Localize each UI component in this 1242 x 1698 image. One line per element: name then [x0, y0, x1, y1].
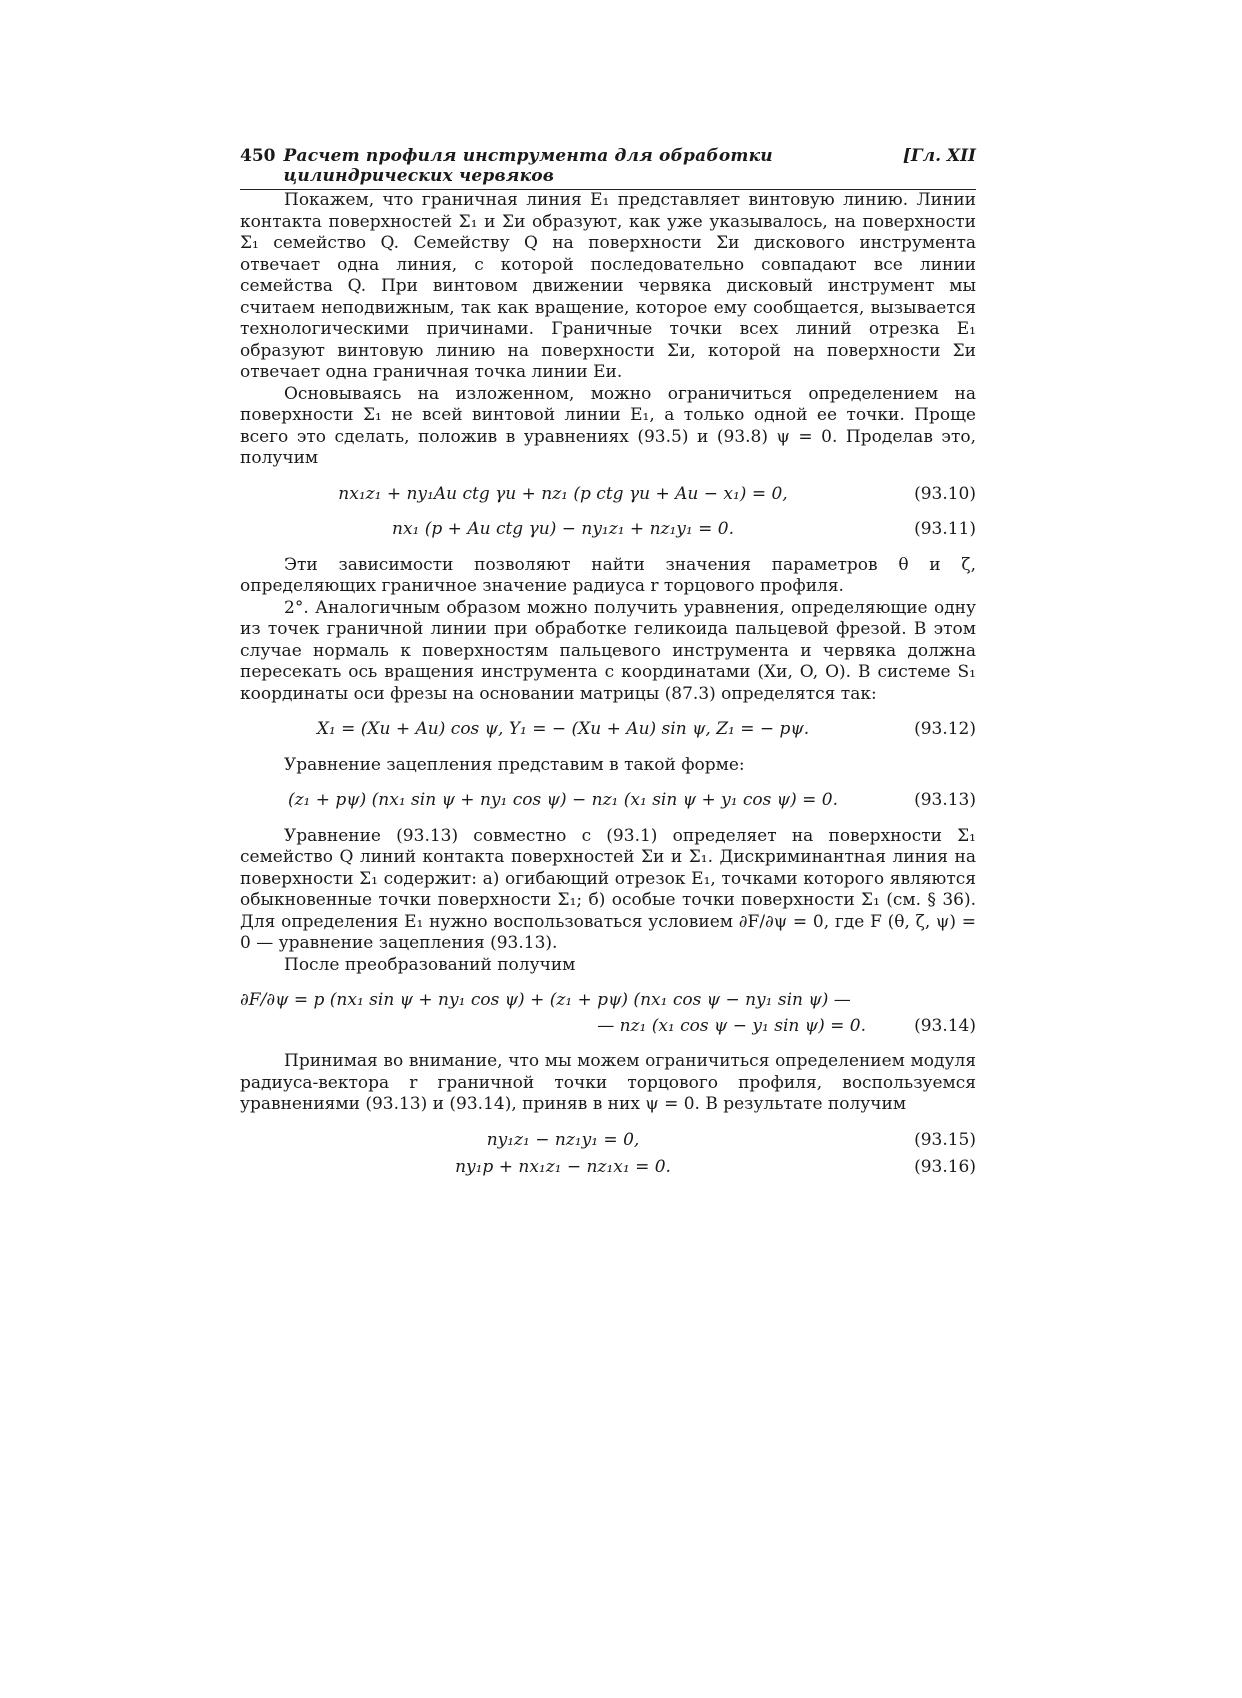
equation-93-14-line1: [240, 990, 976, 1012]
equation-93-14-line2: [240, 1016, 976, 1038]
paragraph: 2°. Аналогичным образом можно получить уравнения, определяющие одну из точек граничной линии при обработке геликоида пальцевой фрезой. В этом случае нормаль к поверхностям пальцевого инструмента и червяка должна пересекать ось вращения инструмента с координатами (Xи, O, O). В системе S₁ координаты оси фрезы на основании матрицы (87.3) определятся так:: [240, 597, 976, 704]
equation-number: (93.16): [914, 1157, 976, 1177]
equation-93-10: [240, 484, 976, 506]
equation-93-15: [240, 1130, 976, 1152]
equation-body: X₁ = (Xи + Aи) cos ψ, Y₁ = − (Xи + Aи) sin ψ, Z₁ = − pψ.: [316, 719, 810, 739]
equation-number: (93.11): [914, 519, 976, 539]
equation-number: (93.13): [914, 790, 976, 810]
running-header: [240, 146, 976, 190]
equation-93-12: [240, 719, 976, 741]
equation-body: nx₁z₁ + ny₁Aи ctg γи + nz₁ (p ctg γи + Aи − x₁) = 0,: [338, 483, 788, 504]
paragraph: Эти зависимости позволяют найти значения параметров θ и ζ, определяющих граничное значение радиуса r торцового профиля.: [240, 554, 976, 596]
chapter-label: [Гл. XII: [902, 146, 976, 166]
equation-93-16: [240, 1157, 976, 1179]
paragraph: Уравнение (93.13) совместно с (93.1) определяет на поверхности Σ₁ семейство Q линий контакта поверхностей Σи и Σ₁. Дискриминантная линия на поверхности Σ₁ содержит: а) огибающий отрезок E₁, точками которого являются обыкновенные точки поверхности Σ₁; б) особые точки поверхности Σ₁ (см. § 36). Для определения E₁ нужно воспользоваться условием ∂F/∂ψ = 0, где F (θ, ζ, ψ) = 0 — уравнение зацепления (93.13).: [240, 825, 976, 953]
paragraph: После преобразований получим: [284, 954, 576, 975]
paragraph: Покажем, что граничная линия E₁ представляет винтовую линию. Линии контакта поверхностей Σ₁ и Σи образуют, как уже указывалось, на поверхности Σ₁ семейство Q. Семейству Q на поверхности Σи дискового инструмента отвечает одна линия, с которой последовательно совпадают все линии семейства Q. При винтовом движении червяка дисковый инструмент мы считаем неподвижным, так как вращение, которое ему сообщается, вызывается технологическими причинами. Граничные точки всех линий отрезка E₁ образуют винтовую линию на поверхности Σи, которой на поверхности Σи отвечает одна граничная точка линии Eи.: [240, 190, 976, 382]
paragraph: Принимая во внимание, что мы можем ограничиться определением модуля радиуса-вектора r граничной точки торцового профиля, воспользуемся уравнениями (93.13) и (93.14), приняв в них ψ = 0. В результате получим: [240, 1051, 976, 1114]
equation-93-11: [240, 519, 976, 541]
equation-93-13: [240, 790, 976, 812]
equation-number: (93.10): [914, 483, 976, 504]
equation-body: ny₁z₁ − nz₁y₁ = 0,: [486, 1129, 640, 1150]
equation-body: ∂F/∂ψ = p (nx₁ sin ψ + ny₁ cos ψ) + (z₁ + pψ) (nx₁ cos ψ − ny₁ sin ψ) —: [240, 990, 851, 1010]
equation-body: ny₁p + nx₁z₁ − nz₁x₁ = 0.: [455, 1157, 671, 1177]
running-title: Расчет профиля инструмента для обработки цилиндрических червяков: [283, 146, 773, 186]
page-number: 450: [240, 146, 276, 166]
equation-number: (93.12): [914, 719, 976, 739]
body-text: [240, 190, 976, 1193]
paragraph: Уравнение зацепления представим в такой форме:: [284, 754, 745, 775]
equation-number: (93.15): [914, 1129, 976, 1150]
equation-body: (z₁ + pψ) (nx₁ sin ψ + ny₁ cos ψ) − nz₁ (x₁ sin ψ + y₁ cos ψ) = 0.: [287, 790, 839, 810]
paragraph: Основываясь на изложенном, можно ограничиться определением на поверхности Σ₁ не всей винтовой линии E₁, а только одной ее точки. Проще всего это сделать, положив в уравнениях (93.5) и (93.8) ψ = 0. Проделав это, получим: [240, 383, 976, 468]
equation-number: (93.14): [914, 1015, 976, 1036]
equation-body: nx₁ (p + Aи ctg γи) − ny₁z₁ + nz₁y₁ = 0.: [392, 519, 734, 539]
equation-body: — nz₁ (x₁ cos ψ − y₁ sin ψ) = 0.: [597, 1015, 866, 1036]
